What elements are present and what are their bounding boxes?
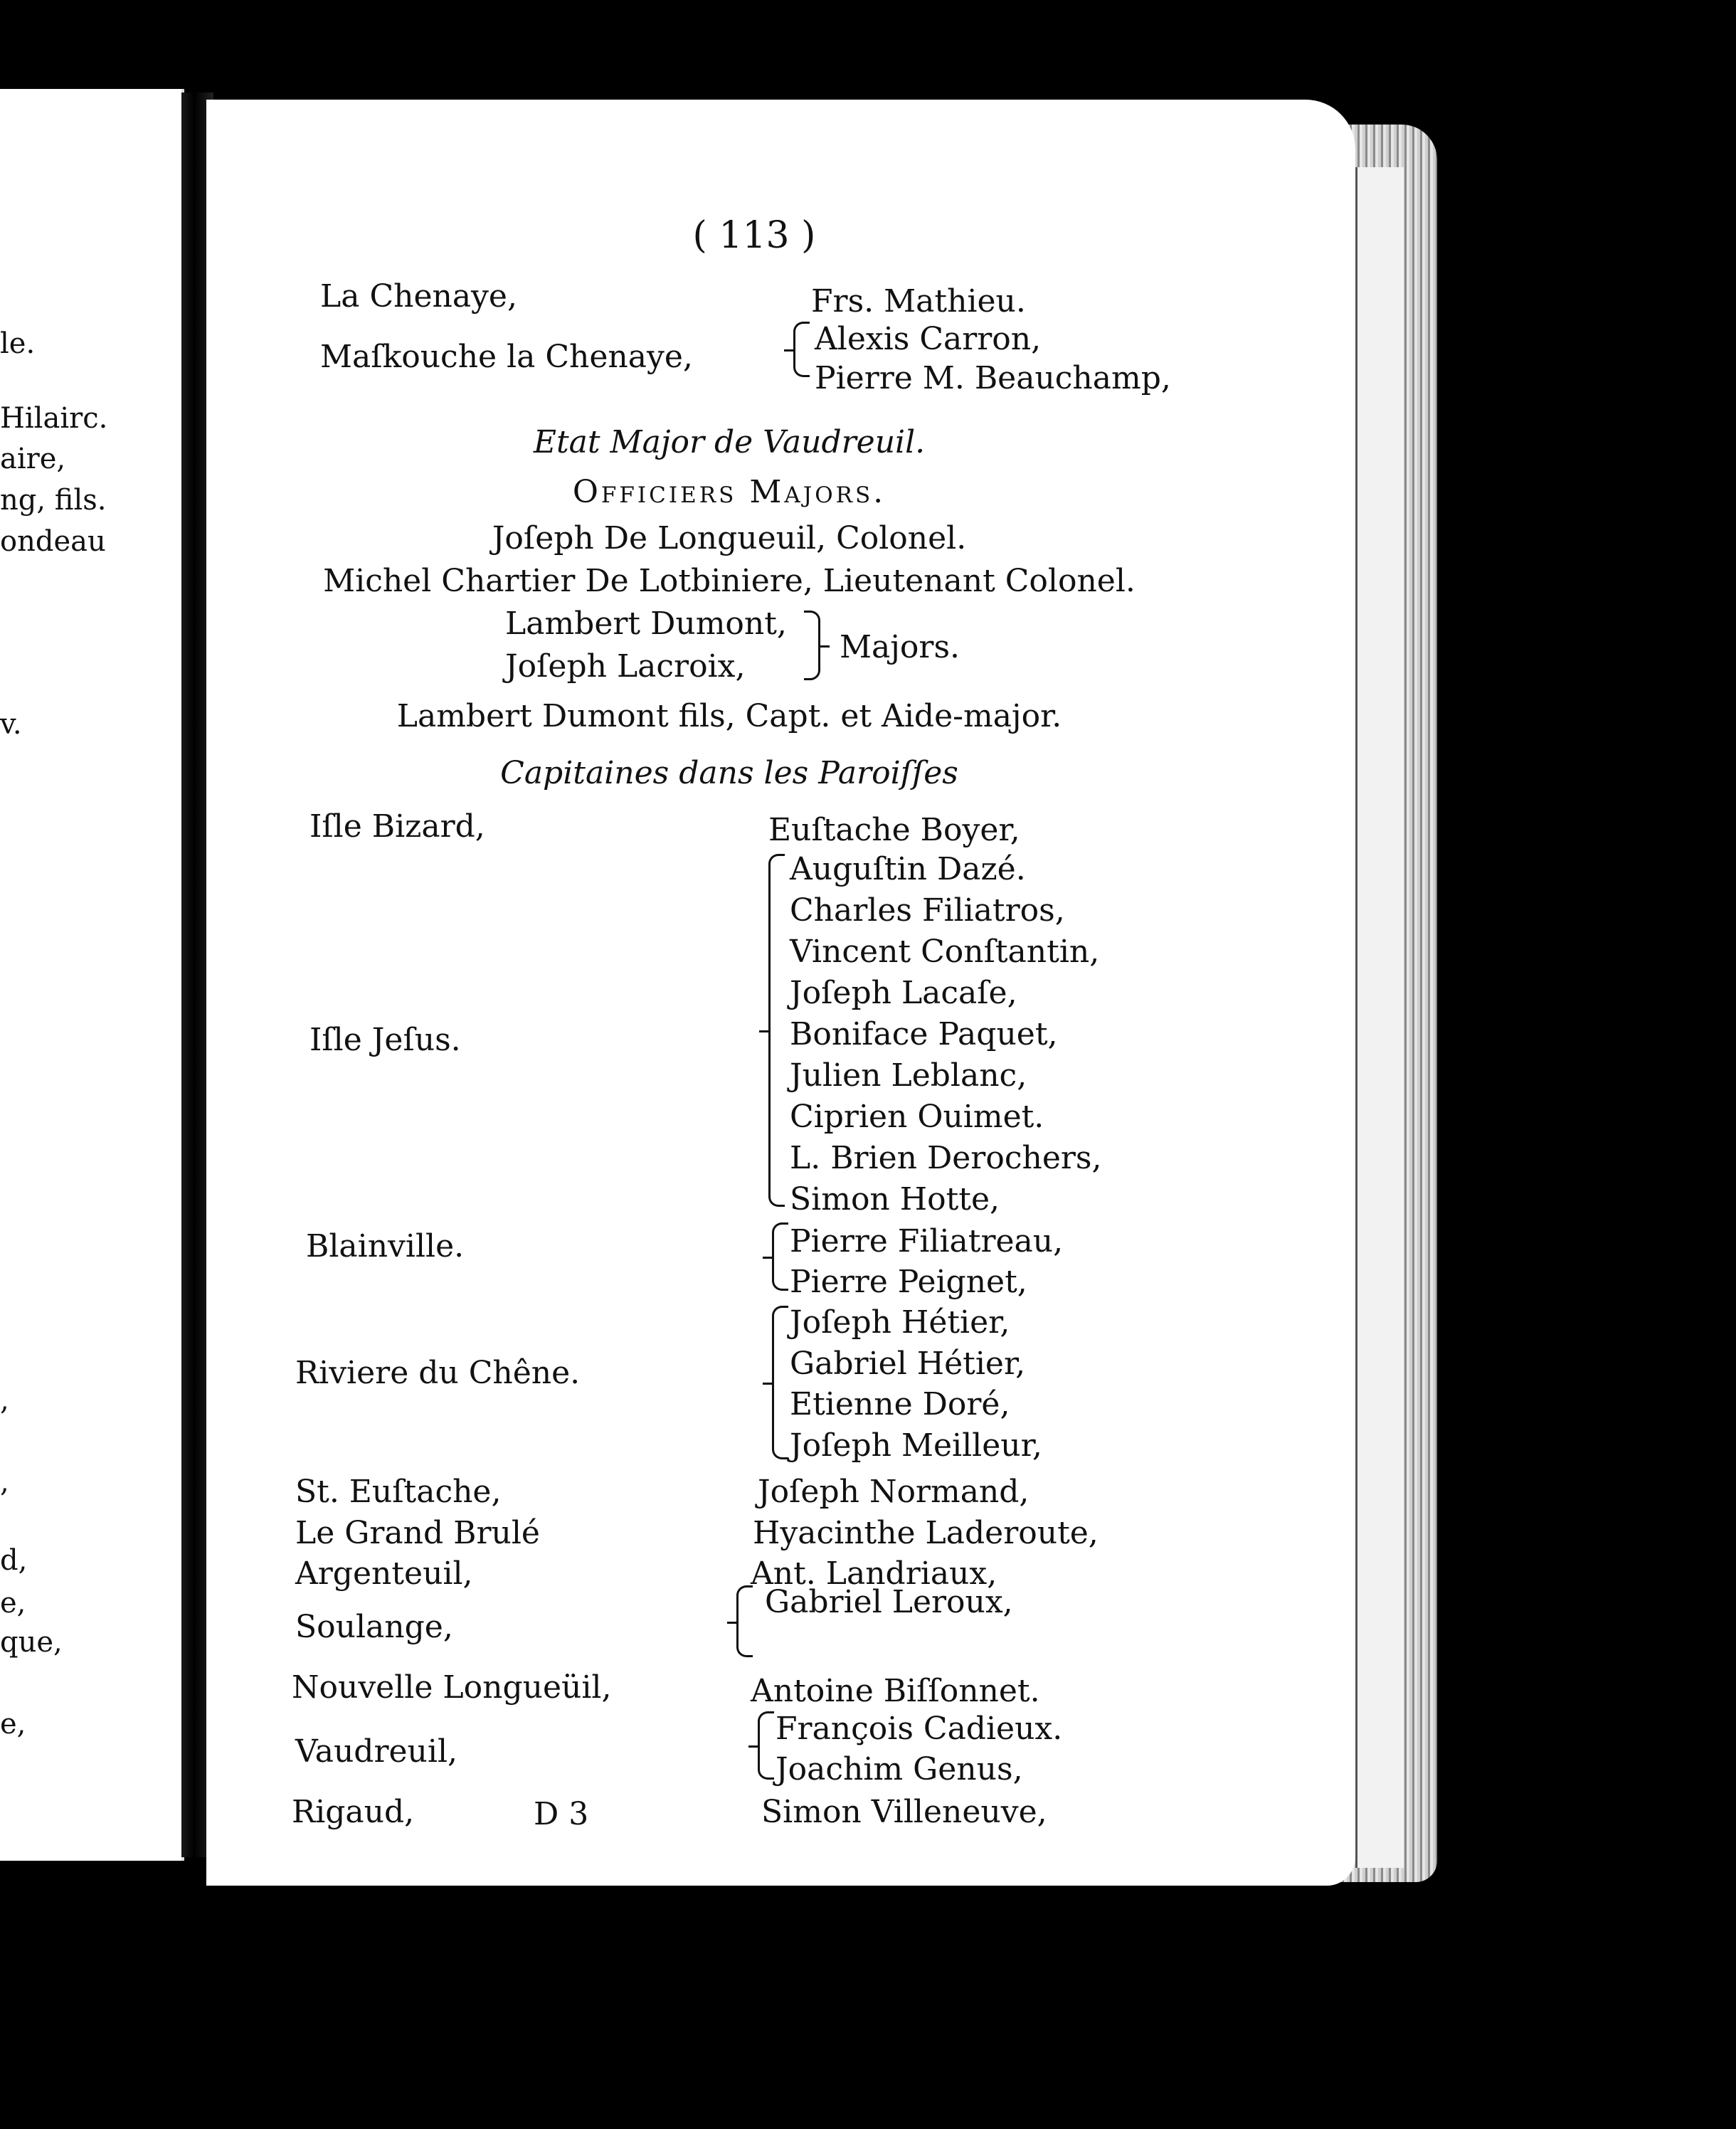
place-name: Iſle Bizard, [309, 808, 485, 845]
person-name: Antoine Biſſonnet. [751, 1673, 1040, 1709]
place-name: St. Euſtache, [295, 1474, 502, 1510]
person-name: Boniface Paquet, [790, 1016, 1058, 1052]
facing-page-fragment [0, 89, 184, 1861]
place-name: Blainville. [306, 1228, 465, 1264]
subsection-heading: Officiers Majors. [572, 474, 886, 510]
place-name: Soulange, [295, 1609, 453, 1645]
person-name: Charles Filiatros, [790, 892, 1065, 929]
person-name: Pierre M. Beauchamp, [815, 360, 1171, 396]
fragment-text: e, [0, 1587, 26, 1620]
book-page [206, 100, 1355, 1886]
fragment-text: ondeau [0, 525, 106, 558]
fragment-text: ng, fils. [0, 484, 107, 517]
signature-mark: D 3 [534, 1796, 589, 1832]
person-name: Ciprien Ouimet. [790, 1099, 1044, 1135]
page-number: ( 113 ) [692, 214, 816, 257]
person-name: Gabriel Hétier, [790, 1346, 1026, 1382]
person-name: Frs. Mathieu. [811, 283, 1026, 319]
person-name: Gabriel Leroux, [765, 1584, 1013, 1620]
person-name: Julien Leblanc, [790, 1057, 1027, 1094]
page-edge-face [1355, 167, 1404, 1868]
fragment-text: d, [0, 1544, 28, 1577]
person-name: Ant. Landriaux, [751, 1555, 997, 1592]
section-heading: Etat Major de Vaudreuil. [533, 424, 926, 460]
place-name: Vaudreuil, [295, 1733, 458, 1770]
person-name: Pierre Peignet, [790, 1264, 1027, 1300]
place-name: Argenteuil, [295, 1555, 473, 1592]
person-name: L. Brien Derochers, [790, 1140, 1102, 1176]
person-name: Joachim Genus, [776, 1751, 1023, 1787]
person-name: Lambert Dumont, [505, 606, 787, 642]
fragment-text: , [0, 1466, 9, 1499]
person-name: Simon Hotte, [790, 1181, 1000, 1217]
person-name: Joſeph Meilleur, [790, 1427, 1042, 1464]
officer-line: Joſeph De Longueuil, Colonel. [492, 520, 967, 556]
place-name: Riviere du Chêne. [295, 1355, 581, 1391]
place-name: Le Grand Brulé [295, 1515, 540, 1551]
person-name: Joſeph Normand, [758, 1474, 1030, 1510]
person-name: Euſtache Boyer, [768, 812, 1020, 848]
fragment-text: le. [0, 327, 36, 360]
person-name: Hyacinthe Laderoute, [753, 1515, 1099, 1551]
person-name: Alexis Carron, [815, 321, 1042, 357]
place-name: Rigaud, [292, 1794, 415, 1830]
brace [758, 1711, 774, 1780]
brace [772, 1306, 788, 1459]
section-heading: Capitaines dans les Paroiſſes [500, 755, 958, 791]
fragment-text: que, [0, 1626, 63, 1659]
officer-line: Michel Chartier De Lotbiniere, Lieutenant Colonel. [323, 563, 1136, 599]
brace [736, 1585, 753, 1657]
fragment-text: v. [0, 708, 22, 741]
brace [804, 611, 820, 680]
fragment-text: Hilairc. [0, 402, 108, 435]
majors-label: Majors. [840, 629, 960, 665]
place-name: La Chenaye, [320, 278, 517, 315]
person-name: Joſeph Lacroix, [505, 648, 746, 685]
brace [768, 854, 785, 1207]
place-name: Nouvelle Longueüil, [292, 1669, 612, 1706]
officer-line: Lambert Dumont fils, Capt. et Aide-major. [396, 698, 1062, 734]
person-name: Joſeph Hétier, [790, 1304, 1010, 1341]
person-name: Auguſtin Dazé. [790, 851, 1026, 887]
person-name: Vincent Conſtantin, [790, 934, 1100, 970]
person-name: Etienne Doré, [790, 1386, 1010, 1422]
place-name: Iſle Jeſus. [309, 1022, 461, 1058]
person-name: François Cadieux. [776, 1711, 1063, 1747]
fragment-text: , [0, 1384, 9, 1417]
fragment-text: e, [0, 1708, 26, 1740]
person-name: Pierre Filiatreau, [790, 1223, 1064, 1259]
brace [772, 1222, 788, 1291]
place-name: Maſkouche la Chenaye, [320, 339, 693, 375]
person-name: Joſeph Lacaſe, [790, 975, 1017, 1011]
person-name: Simon Villeneuve, [761, 1794, 1047, 1830]
brace [793, 322, 810, 377]
fragment-text: aire, [0, 443, 66, 475]
